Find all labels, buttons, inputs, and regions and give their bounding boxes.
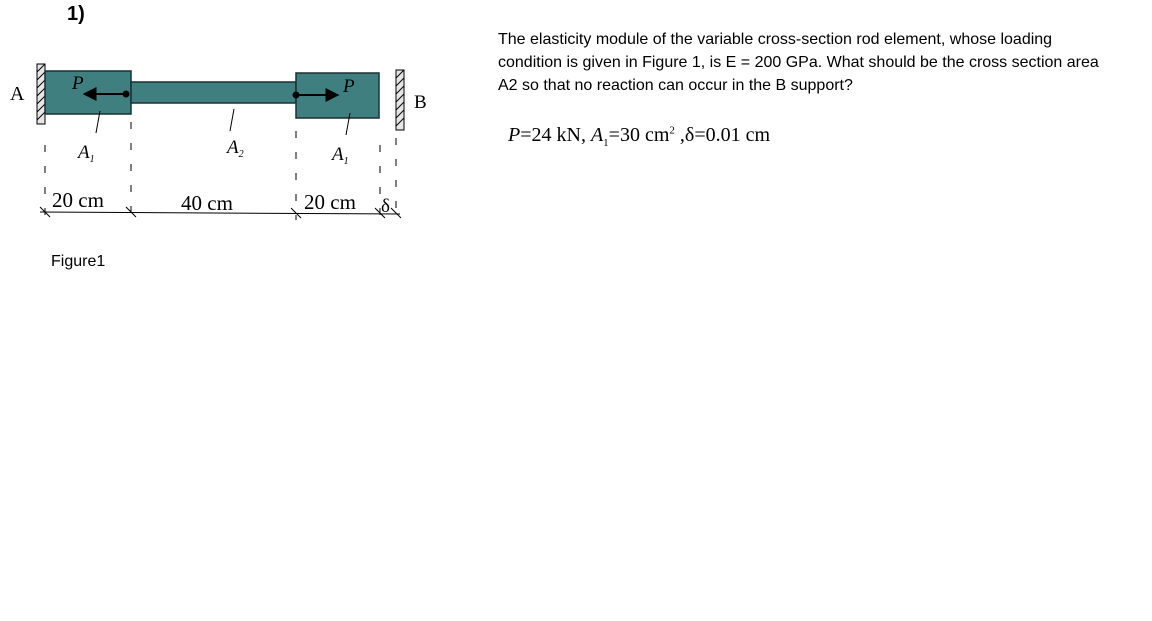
- rod-figure: [0, 0, 470, 250]
- given-a-symbol: A: [590, 124, 604, 146]
- area-label-left: $A_1$: [78, 142, 95, 165]
- problem-statement: The elasticity module of the variable cross-section rod element, whose loading condition is given in Figure 1, is E = 200 GPa. What should be the cross section area A2 so that no reaction can occur in the B support?: [498, 31, 1099, 94]
- dimension-middle: 40 cm: [181, 191, 233, 215]
- given-a-subscript: 1: [603, 137, 609, 149]
- support-b-wall: [396, 70, 404, 130]
- problem-number: 1): [67, 3, 85, 25]
- support-b-label: B: [414, 92, 427, 113]
- support-a-wall: [37, 64, 45, 124]
- support-a-label: A: [10, 83, 25, 105]
- load-left-label: P: [72, 73, 84, 94]
- rod-segment-left: [45, 71, 131, 114]
- figure-caption: Figure1: [51, 253, 106, 270]
- given-delta: ,δ=0.01 cm: [674, 124, 771, 146]
- given-a-unit-sup: 2: [669, 124, 675, 137]
- area-label-middle: $A_2$: [227, 137, 244, 160]
- given-values: [508, 124, 770, 149]
- dimension-right: 20 cm: [304, 190, 356, 214]
- given-a-value: =30 cm: [608, 124, 670, 146]
- dimension-left: 20 cm: [52, 188, 104, 212]
- load-right-label: P: [343, 76, 355, 97]
- area-label-right: $A_1$: [332, 144, 349, 167]
- gap-delta-label: δ: [381, 196, 390, 217]
- rod-segment-middle: [131, 82, 296, 103]
- given-p-value: =24 kN,: [520, 124, 591, 146]
- given-p-symbol: P: [508, 124, 521, 146]
